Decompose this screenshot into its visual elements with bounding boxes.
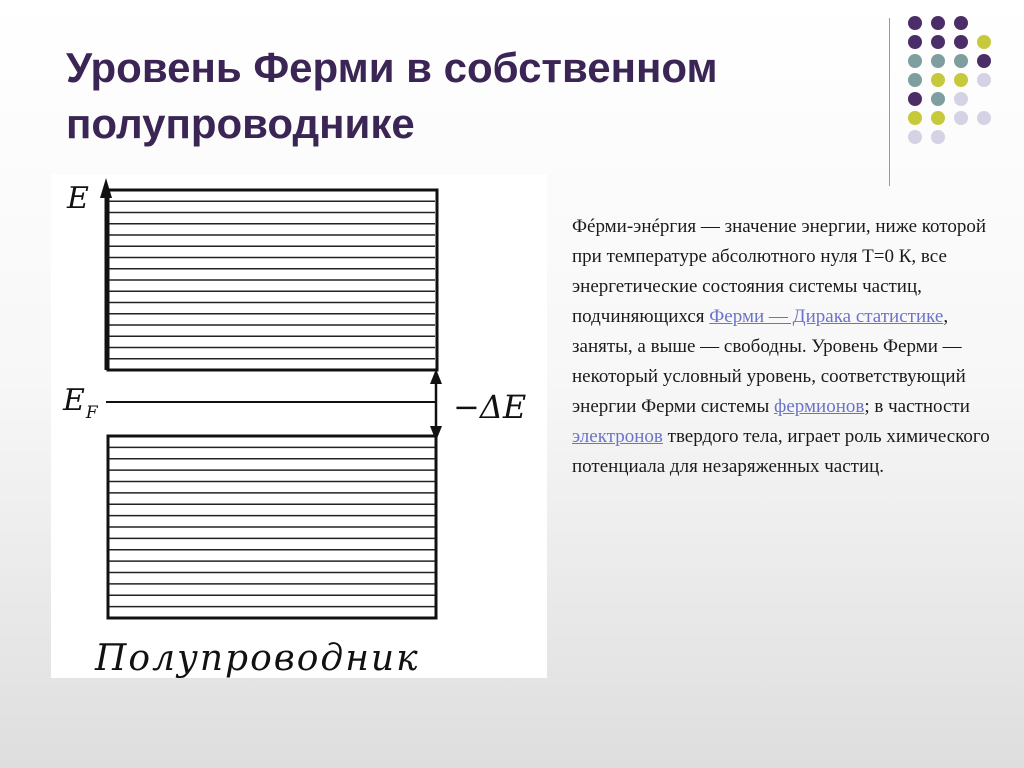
fermi-dirac-link[interactable]: Ферми — Дирака статистике [709,306,944,327]
decorative-dot [977,73,991,87]
decorative-dot [954,54,968,68]
electrons-link[interactable]: электронов [572,426,663,447]
decorative-dot [977,35,991,49]
definition-text-part-4: твердого тела, играет роль химического потенциала для незаряженных частиц. [572,426,990,477]
definition-text-part-1: Фéрми-энéргия — значение энергии, ниже которой при температуре абсолютного нуля T=0 К, все энергетические состояния системы частиц, подчиняющихся [572,216,987,327]
fermions-link[interactable]: фермионов [774,396,865,417]
decorative-dot [908,111,922,125]
diagram-caption: Полупроводник [95,638,420,678]
definition-text-part-3: ; в частности [864,396,970,417]
energy-axis-label: E [67,181,89,216]
decorative-dot [977,54,991,68]
conduction-band [108,190,437,370]
decorative-dot [931,73,945,87]
decorative-dot [908,54,922,68]
decorative-divider-line [889,18,890,186]
valence-band [108,436,436,618]
decorative-dot [954,92,968,106]
slide-title-line-1: Уровень Ферми в собственном [66,44,718,91]
fermi-level-diagram [51,174,547,678]
decorative-dot [908,16,922,30]
band-diagram-svg [51,174,547,678]
decorative-dot [908,92,922,106]
decorative-dot [954,16,968,30]
decorative-dot [977,111,991,125]
fermi-definition-text [572,212,992,482]
decorative-dot [931,16,945,30]
definition-text-part-2: , заняты, а выше — свободны. Уровень Ферми — некоторый условный уровень, соответствующий энергии Ферми системы [572,306,966,417]
decorative-dot [908,35,922,49]
fermi-level-label: $E_F$ [63,383,98,423]
decorative-dot [954,111,968,125]
decorative-dot [931,111,945,125]
decorative-dot [954,73,968,87]
decorative-dot [931,92,945,106]
decorative-dot [908,130,922,144]
decorative-dot [954,35,968,49]
decorative-dot [931,35,945,49]
decorative-dot [908,73,922,87]
energy-axis-arrow-icon [100,178,112,198]
decorative-dot [931,54,945,68]
decorative-dot [931,130,945,144]
band-gap-label: −ΔE [453,388,527,426]
slide-title-line-2: полупроводнике [66,100,415,147]
slide-title [66,40,866,152]
